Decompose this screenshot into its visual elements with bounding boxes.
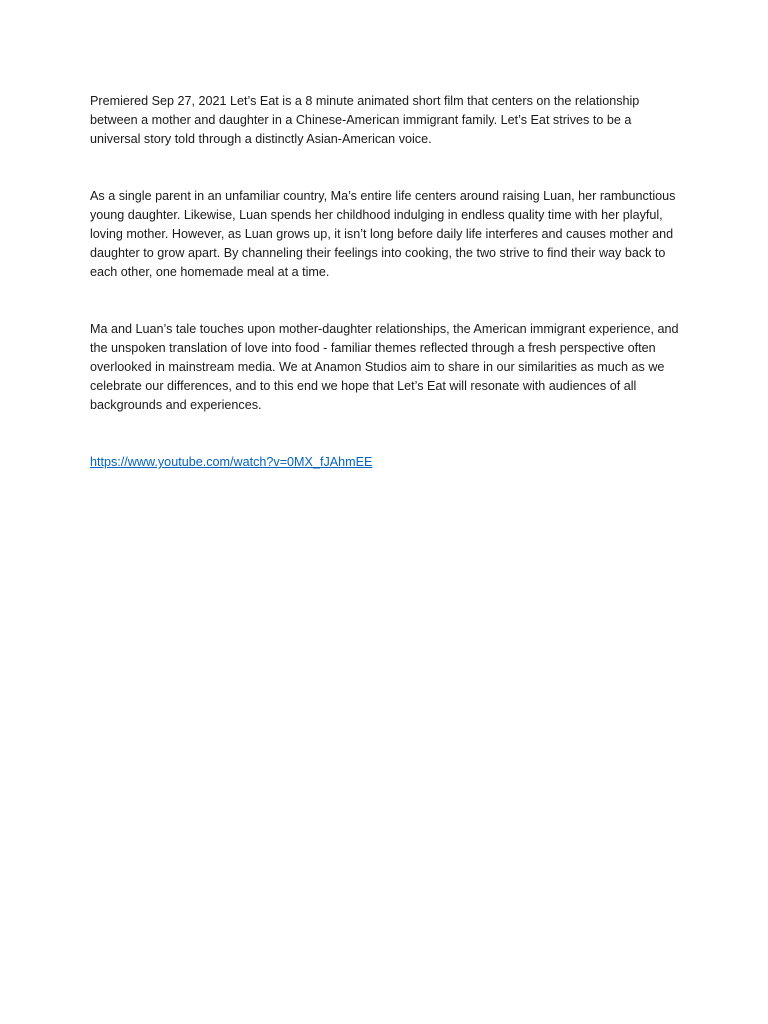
link-paragraph (90, 453, 680, 472)
paragraph-story: As a single parent in an unfamiliar country, Ma’s entire life centers around raising Luan, her rambunctious young daughter. Likewise, Luan spends her childhood indulging in endless quality time with her playful, loving mother. However, as Luan grows up, it isn’t long before daily life interferes and causes mother and daughter to grow apart. By channeling their feelings into cooking, the two strive to find their way back to each other, one homemade meal at a time. (90, 189, 676, 279)
document-body (90, 92, 680, 510)
paragraph-intro: Premiered Sep 27, 2021 Let’s Eat is a 8 minute animated short film that centers on the relationship between a mother and daughter in a Chinese-American immigrant family. Let’s Eat strives to be a universal story told through a distinctly Asian-American voice. (90, 94, 640, 146)
paragraph-themes: Ma and Luan’s tale touches upon mother-daughter relationships, the American immigrant experience, and the unspoken translation of love into food - familiar themes reflected through a fresh perspective often overlooked in mainstream media. We at Anamon Studios aim to share in our similarities as much as we celebrate our differences, and to this end we hope that Let’s Eat will resonate with audiences of all backgrounds and experiences. (90, 322, 679, 412)
youtube-link[interactable]: https://www.youtube.com/watch?v=0MX_fJAhmEE (90, 455, 373, 469)
